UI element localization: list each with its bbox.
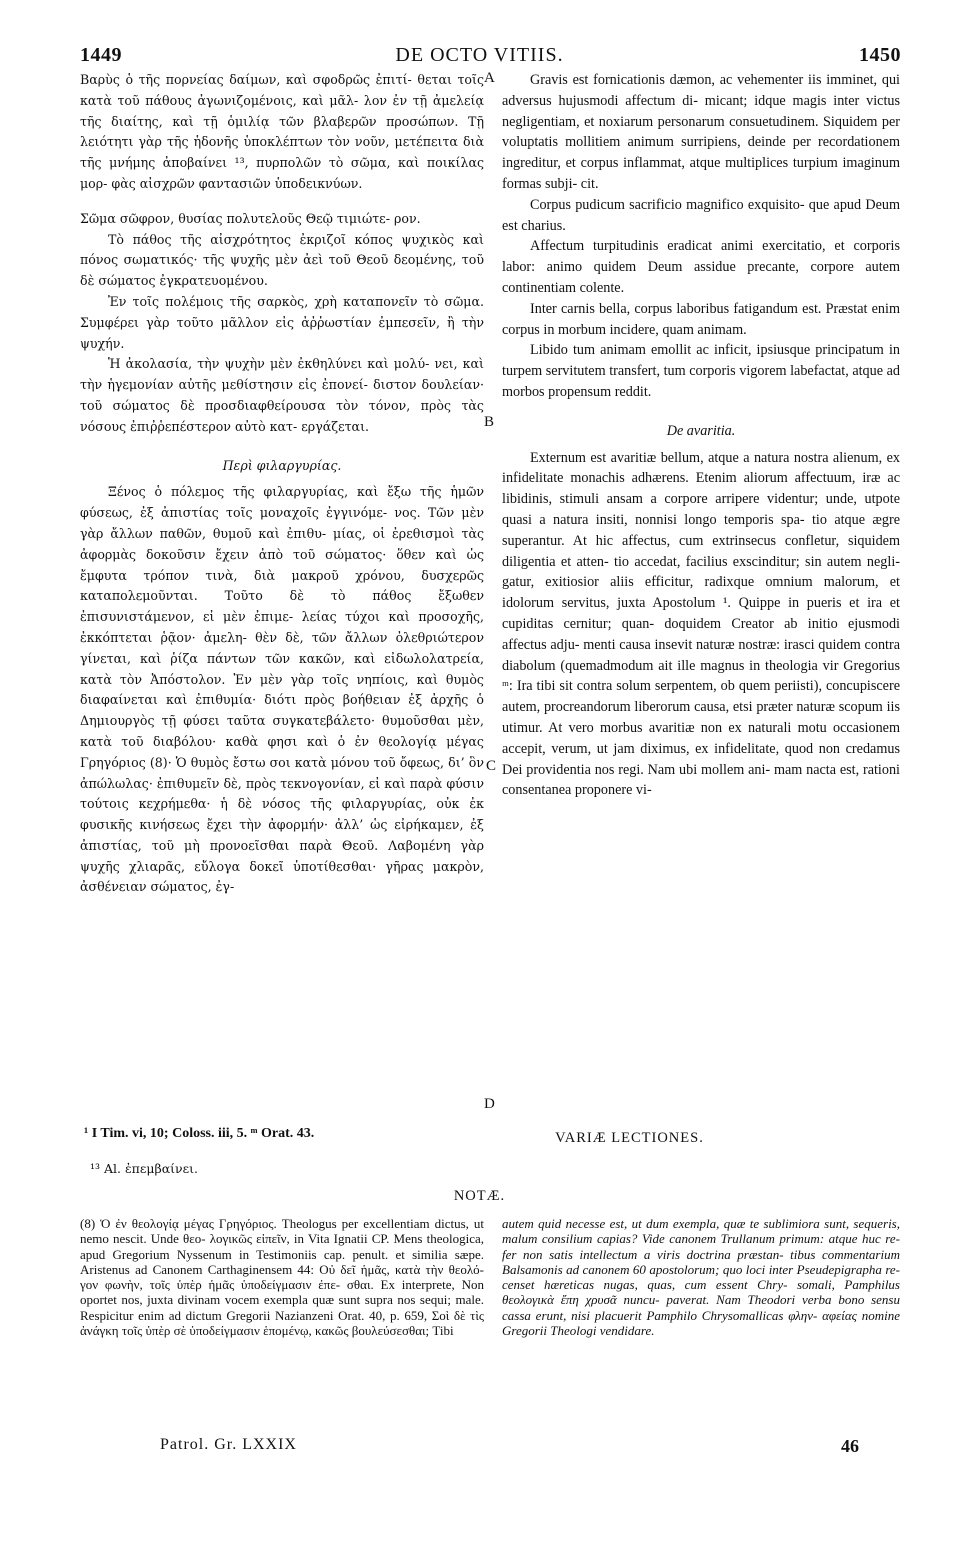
footer-series-label: Patrol. Gr. LXXIX — [160, 1436, 297, 1453]
latin-paragraph: Libido tum animam emollit ac inficit, ipsiusque principatum in turpem servitutem transfert, tum corporis vigorem labefactat, atque ad morbos propensum reddit. — [502, 342, 900, 400]
latin-paragraph: Externum est avaritiæ bellum, atque a natura nostra alienum, ex infidelitate monachis adhærens. Etenim aliorum affectuum, iræ ac libidinis, stimuli ansam a corpore arripere videntur; unde, utpote quasi a natura insiti, nonnisi longo temporis spa- tio atque ægre superantur. At hic affectus, cum extrinsecus confletur, siquidem diligentia et atten- tio accedat, facilius exscinditur; sin autem negli- gatur, exitiosior aliis efficitur, radixque omnium malorum, et idolorum servitus, juxta Apostolum ¹. Quippe in pueris et ira et cupiditas cernitur; quan- doquidem Creator ab initio ejusmodi affectus adju- menti causa insevit naturæ nostræ: irasci quidem contra diabolum (quemadmodum ait ille magnus in theologia vir Gregorius ᵐ: Ira tibi sit contra solum serpentem, ob quem periisti), concupiscere autem, procreandorum liberorum causa, etsi præter naturæ scopum iis utimur. At vero morbus avaritiæ non ex naturali motu occasionem accepit, verum, ut jam diximus, ex infidelitate, quod non credamus Dei providentia nos regi. Nam ubi mollem ani- mam nacta est, rationi consentanea proponere vi- — [502, 449, 900, 799]
latin-paragraph: Corpus pudicum sacrificio magnifico exquisito- que apud Deum est charius. — [502, 196, 900, 234]
variant-reading-note: ¹³ Al. ἐπεμβαίνει. — [90, 1161, 199, 1176]
latin-paragraph: Gravis est fornicationis dæmon, ac vehementer iis imminet, qui adversus hujusmodi affectum di- micant; idque magis inter victus negligentiam, et noxiarum personarum consuetudinem. Siquidem per voluptatis mollitiem animum surripiens, deinde per recordationem ingreditur, et corpus inflammat, atque multiplices turpium imaginum formas subji- cit. — [502, 72, 900, 192]
greek-paragraph: Βαρὺς ὁ τῆς πορνείας δαίμων, καὶ σφοδρῶς ἐπιτί- θεται τοῖς κατὰ τοῦ πάθους ἀγωνιζομένοις, καὶ μᾶλ- λον ἐν τῇ ἀμελείᾳ τῆς διαίτης, καὶ τῇ ὁμιλίᾳ τῶν βλαβερῶν προσώπων. Τῇ λειότητι γὰρ τῆς ἡδονῆς ὑποκλέπτων τὸν νοῦν, μετέπειτα διὰ τῆς μνήμης ἀποβαίνει ¹³, πυρπολῶν τὸ σῶμα, καὶ ποικίλας μορ- φὰς αἰσχρῶν φαντασιῶν ὑποδεικνύων. — [80, 72, 484, 191]
greek-text-column — [80, 70, 484, 898]
left-page-number: 1449 — [80, 44, 122, 66]
margin-letter-d: D — [484, 1096, 495, 1112]
latin-paragraph: Affectum turpitudinis eradicat animi exercitatio, et corporis labor: animo quidem Deum assidue precante, corpore autem continentiam colente. — [502, 238, 900, 296]
latin-text-column — [502, 70, 900, 801]
variae-lectiones-title: VARIÆ LECTIONES. — [555, 1130, 704, 1146]
running-title: DE OCTO VITIIS. — [395, 44, 564, 66]
greek-paragraph: Ξένος ὁ πόλεμος τῆς φιλαργυρίας, καὶ ἔξω τῆς ἡμῶν φύσεως, ἐξ ἀπιστίας τοῖς μοναχοῖς ἐγγινόμε- νος. Τῶν μὲν γὰρ ἄλλων παθῶν, θυμοῦ καὶ ἐπιθυ- μίας, οἱ ἐρεθισμοὶ τὰς ἀφορμὰς δοκοῦσιν ἔχειν ἀπὸ τοῦ σώματος· ὅθεν καὶ ὡς ἔμφυτα τρόπον τινὰ, διὰ μακροῦ χρόνου, δυσχερῶς καταπολεμοῦνται. Τοῦτο δὲ τὸ πάθος ἔξωθεν ἐπισυνιστάμενον, εἰ μὲν ἐπιμε- λείας τύχοι καὶ προσοχῆς, ἐκκόπτεται ῥᾷον· ἀμελη- θὲν δὲ, τῶν ἄλλων ὀλεθριώτερον γίνεται, καὶ ῥίζα πάντων τῶν κακῶν, καὶ εἰδωλολατρεία, κατὰ τὸν Ἀπόστολον. Ἐν μὲν γὰρ τοῖς νηπίοις, καὶ θυμὸς διαφαίνεται καὶ ἐπιθυμία· διότι πρὸς βοήθειαν ἐξ ἀρχῆς ὁ Δημιουργὸς τῇ φύσει ταῦτα συγκατεβάλετο· θυμοῦσθαι μὲν, κατὰ τοῦ διαβόλου· καθὰ φησι καὶ ὁ ἐν θεολογίᾳ μέγας Γρηγόριος (8)· Ὁ θυμὸς ἔστω σοι κατὰ μόνου τοῦ ὄφεως, δι’ ὃν ἀπώλωλας· ἐπιθυμεῖν δὲ, πρὸς τεκνογονίαν, εἰ καὶ παρὰ φύσιν τούτοις κεχρήμεθα· ἡ δὲ νόσος τῆς φιλαργυρίας, οὐκ ἐκ φυσικῆς κινήσεως ἔχει τὴν ἀφορμήν· ἀλλ’ ὡς εἰρήκαμεν, ἐξ ἀπιστίας, τοῦ μὴ προνοεῖσθαι παρὰ Θεοῦ. Λαβομένη γὰρ ψυχῆς χλιαρᾶς, εὔλογα δοκεῖ ὑποτίθεσθαι· γῆρας μακρὸν, ἀσθένειαν σώματος, ἐγ- — [80, 484, 484, 895]
note-text: autem quid necesse est, ut dum exempla, quæ te sublimiora sunt, sequeris, malum consilium capias? Vide canonem Trullanum primum: atque huc re- fer non satis intellectum a viris doctrina præstan- tibus commentarium Balsamonis ad canonem 60 apostolorum; quo loci inter Pseudepigrapha re- censet hæreticas nugas, quas, cum essent Chry- somali, Pamphilus θεολογικὰ ἔπη χρυσᾶ nuncu- paverat. Nam Theodori verba bono sensu cassa erunt, nisi placuerit Pamphilo Chrysomallicas φλην- αφείας nomine Gregorii Theologi vendidare. — [502, 1216, 900, 1339]
margin-letter-c: C — [486, 758, 497, 774]
notae-right-column — [502, 1216, 900, 1338]
notae-title: NOTÆ. — [453, 1188, 506, 1204]
note-text: (8) Ὁ ἐν θεολογίᾳ μέγας Γρηγόριος. Theologus per excellentiam dictus, ut nemo nescit. Unde θεο- λογικῶς εἰπεῖν, in Vita Ignatii CP. Mens theologica, apud Gregorium Nyssenum in Testimoniis cap. penult. et similia sæpe. Aristenus ad Canonem Carthaginensem 44: Οὐ δεῖ ἡμᾶς, κατὰ τὴν θεολό- γον φωνὴν, τοῖς ὑπὲρ ἡμᾶς ὑποδείγμασιν ἐπε- σθαι. Ex interprete, Non oportet nos, juxta divinam vocem exempla quæ sunt supra nos sequi; male. Respicitur enim ad dictum Gregorii Nazianzeni Orat. 40, p. 659, Σοὶ δὲ τὶς ἀνάγκη τοῖς ὑπὲρ σὲ ὑποδείγμασιν ἑπομένῳ, κακῶς βουλεύσεσθαι; Tibi — [80, 1216, 484, 1339]
margin-letter-b: B — [484, 414, 495, 430]
greek-paragraph: Ἡ ἀκολασία, τὴν ψυχὴν μὲν ἐκθηλύνει καὶ μολύ- νει, καὶ τὴν ἡγεμονίαν αὐτῆς μεθίστησιν εἰς ἐπονεί- διστον δουλείαν· τοῦ σώματος δὲ προσδιαφθείρουσα τὸν τόνον, πρὸς τὰς νόσους ἐπιῤῥεπέστερον αὐτὸ κατ- εργάζεται. — [80, 356, 484, 434]
greek-section-heading: Περὶ φιλαργυρίας. — [222, 457, 342, 473]
latin-section-heading: De avaritia. — [666, 422, 736, 439]
notae-left-column — [80, 1216, 484, 1338]
greek-paragraph: Τὸ πάθος τῆς αἰσχρότητος ἐκριζοῖ κόπος ψυχικὸς καὶ πόνος σωματικός· τῆς ψυχῆς μὲν ἀεὶ τοῦ Θεοῦ δεομένης, τοῦ δὲ σώματος ἐγκρατευομένου. — [80, 231, 484, 289]
latin-paragraph: Inter carnis bella, corpus laboribus fatigandum est. Præstat enim corpus in morbum incidere, quam animam. — [502, 300, 900, 338]
right-page-number: 1450 — [859, 44, 901, 66]
scripture-footnotes: ¹ I Tim. vi, 10; Coloss. iii, 5. ᵐ Orat. 43. — [84, 1126, 315, 1141]
margin-letter-a: A — [484, 70, 495, 86]
greek-paragraph: Ἐν τοῖς πολέμοις τῆς σαρκὸς, χρὴ καταπονεῖν τὸ σῶμα. Συμφέρει γὰρ τοῦτο μᾶλλον εἰς ἀῤῥωστίαν ἐμπεσεῖν, ἢ τὴν ψυχήν. — [80, 293, 484, 351]
footer-sheet-number: 46 — [841, 1436, 859, 1456]
greek-paragraph: Σῶμα σῶφρον, θυσίας πολυτελοῦς Θεῷ τιμιώτε- ρον. — [80, 210, 421, 226]
